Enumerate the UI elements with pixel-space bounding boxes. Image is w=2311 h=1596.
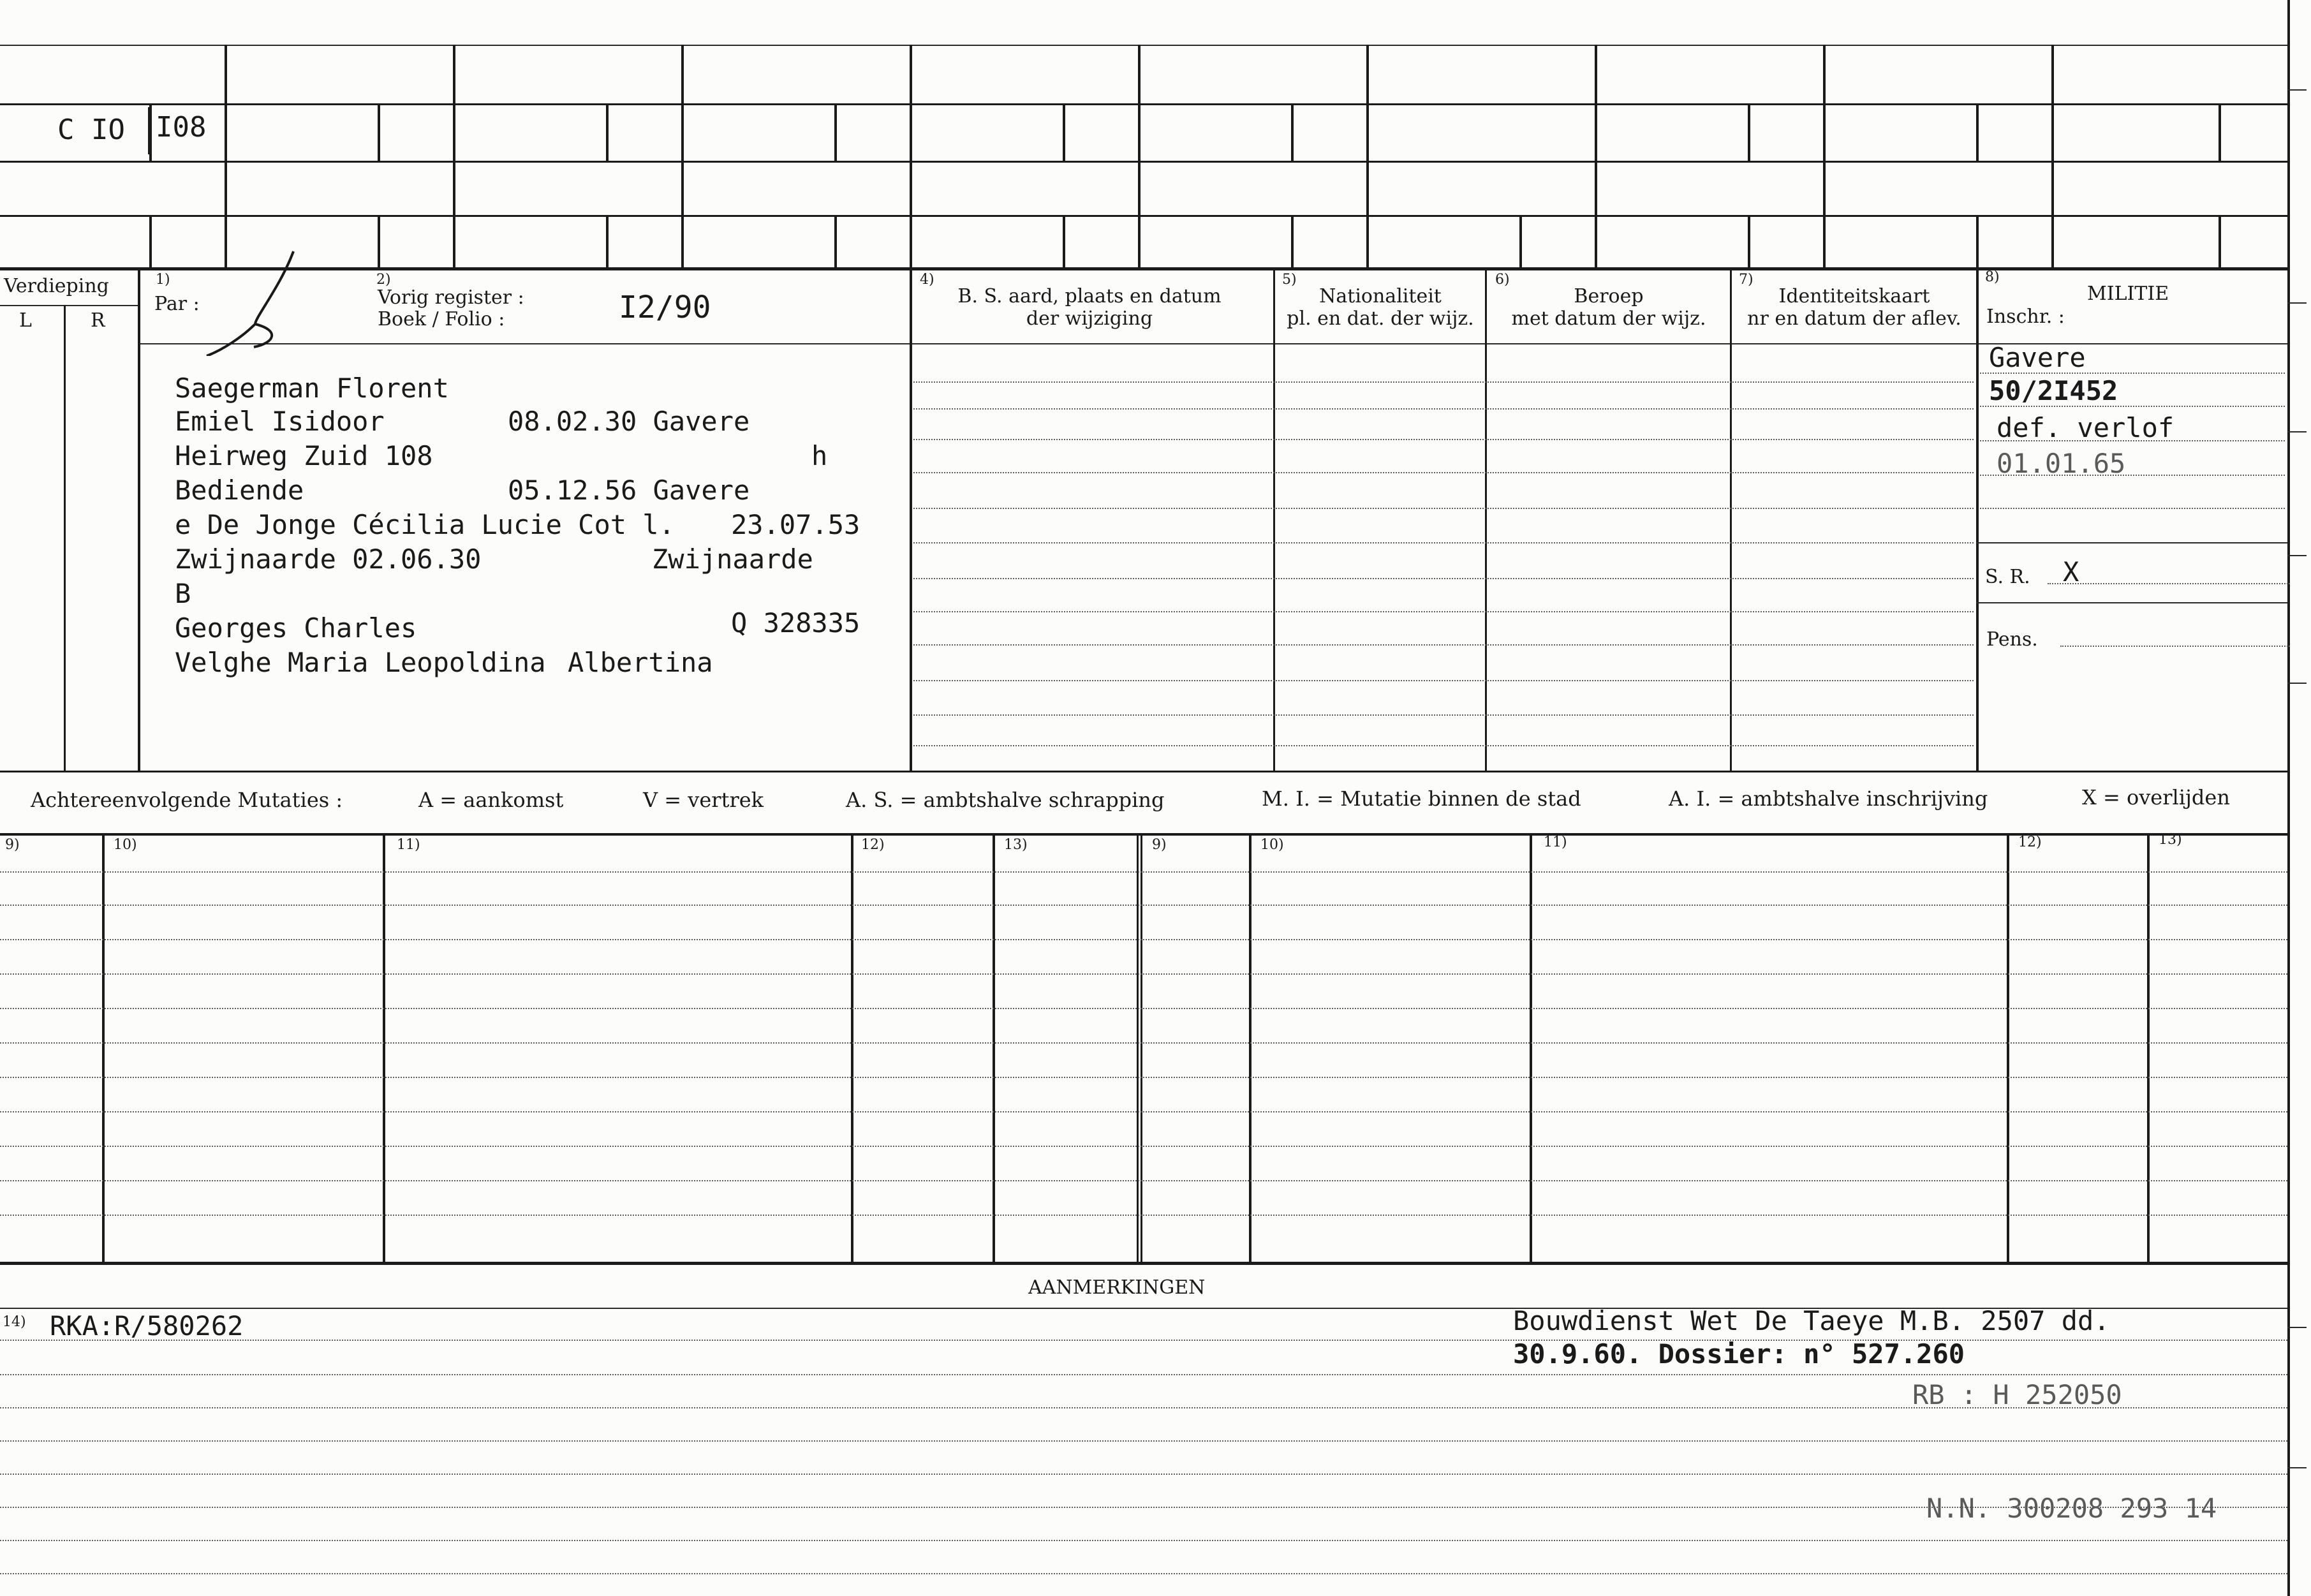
person-mother: Velghe Maria Leopoldina	[175, 647, 546, 678]
person-given-names: Emiel Isidoor	[175, 406, 385, 437]
person-name: Saegerman Florent	[175, 373, 449, 404]
par-label: Par :	[154, 293, 200, 315]
mutation-col-11b: 11)	[1544, 834, 1567, 850]
dotted-line	[913, 542, 1974, 543]
dotted-line	[0, 871, 2287, 873]
person-spouse: e De Jonge Cécilia Lucie Cot l.	[175, 509, 675, 540]
dotted-line	[0, 1111, 2287, 1112]
dotted-line	[0, 1407, 2287, 1408]
grid-line	[2007, 833, 2009, 1262]
code-separator	[148, 107, 150, 154]
mutatie-code-schrapping: A. S. = ambtshalve schrapping	[846, 788, 1165, 812]
grid-line	[1063, 215, 1065, 267]
mutation-col-12: 12)	[861, 837, 885, 853]
grid-line	[606, 103, 609, 161]
mutation-col-12b: 12)	[2018, 834, 2042, 850]
dotted-line	[913, 680, 1974, 681]
grid-line	[0, 215, 2290, 217]
dotted-line	[0, 1042, 2287, 1044]
grid-line	[1138, 45, 1141, 268]
mutation-col-13: 13)	[1004, 837, 1028, 853]
mutation-col-10: 10)	[114, 837, 137, 853]
grid-line	[1976, 542, 2287, 543]
card-code-number: I08	[156, 111, 207, 144]
grid-line	[1976, 269, 1979, 771]
person-nationality: B	[175, 578, 191, 609]
grid-line	[64, 305, 66, 771]
dotted-line	[0, 1507, 2287, 1508]
remark-nn: N.N. 300208 293 14	[1926, 1493, 2217, 1524]
column-7-header	[1735, 286, 1974, 330]
edge-tick	[2287, 1327, 2307, 1328]
grid-line	[0, 305, 140, 306]
dotted-line	[0, 1008, 2287, 1009]
column-6-header-line2: met datum der wijz.	[1511, 307, 1706, 330]
grid-line	[1485, 269, 1487, 771]
mutation-col-11: 11)	[397, 837, 420, 853]
militie-status: def. verlof	[1997, 412, 2174, 443]
grid-line	[1748, 215, 1750, 267]
grid-line	[0, 833, 2290, 836]
column-7-header-line1: Identiteitskaart	[1778, 285, 1930, 307]
grid-line	[910, 45, 912, 268]
grid-line	[681, 45, 684, 268]
verdieping-title: Verdieping	[4, 275, 109, 297]
column-4-header	[917, 286, 1262, 330]
mutatie-code-binnen-stad: M. I. = Mutatie binnen de stad	[1262, 787, 1581, 811]
right-border	[2287, 0, 2290, 1596]
grid-line	[1976, 215, 1979, 267]
grid-line	[102, 833, 105, 1262]
person-birth: 08.02.30 Gavere	[508, 406, 750, 437]
militie-inschr-label: Inschr. :	[1986, 306, 2065, 328]
header-bottom-line	[138, 343, 2287, 344]
grid-line	[0, 103, 2290, 105]
dotted-line	[0, 1474, 2287, 1475]
verdieping-right: R	[91, 309, 105, 332]
remark-bouwdienst-line1: Bouwdienst Wet De Taeye M.B. 2507 dd.	[1513, 1305, 2110, 1336]
mutatie-code-aankomst: A = aankomst	[418, 788, 564, 812]
person-spouse-place: Zwijnaarde	[652, 543, 813, 575]
grid-line	[1976, 103, 1979, 161]
dotted-line	[913, 644, 1974, 646]
person-spouse-birth: Zwijnaarde 02.06.30	[175, 543, 482, 575]
top-border	[0, 45, 2290, 46]
grid-line	[1730, 269, 1732, 771]
dotted-line	[1980, 508, 2285, 509]
grid-line	[1291, 215, 1294, 267]
column-6-header-line1: Beroep	[1574, 285, 1644, 307]
dotted-line	[2048, 583, 2290, 584]
dotted-line	[0, 1146, 2287, 1147]
grid-line	[1530, 833, 1532, 1262]
pens-label: Pens.	[1986, 628, 2038, 651]
grid-line	[606, 215, 609, 267]
grid-line	[149, 215, 152, 267]
remark-rb: RB : H 252050	[1912, 1379, 2122, 1410]
grid-line	[383, 833, 385, 1262]
grid-line	[993, 833, 995, 1262]
dotted-line	[913, 578, 1974, 579]
verdieping-left: L	[19, 309, 32, 332]
mutatie-code-overlijden: X = overlijden	[2082, 785, 2230, 809]
person-occupation: Bediende	[175, 475, 304, 506]
column-5-header	[1278, 286, 1482, 330]
grid-line	[0, 771, 2290, 772]
card-code-letters: C IO	[57, 114, 125, 146]
dotted-line	[913, 381, 1974, 383]
grid-line	[1595, 45, 1597, 268]
grid-line	[378, 103, 380, 161]
boek-folio-label: Boek / Folio :	[378, 308, 505, 330]
mutation-col-9: 9)	[5, 837, 20, 853]
column-5-header-line2: pl. en dat. der wijz.	[1287, 307, 1474, 330]
vorig-register-value: I2/90	[619, 290, 711, 325]
dotted-line	[2060, 646, 2290, 647]
grid-line	[1063, 103, 1065, 161]
edge-tick	[2287, 431, 2307, 432]
dotted-line	[913, 472, 1974, 473]
grid-line	[1976, 602, 2287, 603]
column-5-header-line1: Nationaliteit	[1319, 285, 1442, 307]
grid-line	[453, 45, 455, 268]
mutation-col-13b: 13)	[2159, 832, 2182, 848]
dotted-line	[0, 1440, 2287, 1442]
grid-line	[851, 833, 853, 1262]
grid-line	[2219, 103, 2221, 161]
edge-tick	[2287, 555, 2307, 556]
militie-number: 8)	[1985, 269, 2000, 285]
dotted-line	[913, 714, 1974, 716]
dotted-line	[0, 1374, 2287, 1375]
edge-tick	[2287, 683, 2307, 684]
grid-line	[225, 45, 227, 268]
dotted-line	[913, 408, 1974, 410]
aanmerkingen-title: AANMERKINGEN	[1028, 1276, 1206, 1299]
dotted-line	[913, 611, 1974, 612]
edge-tick	[2287, 1467, 2307, 1468]
grid-line	[378, 215, 380, 267]
person-father: Georges Charles	[175, 612, 417, 644]
edge-tick	[2287, 302, 2307, 304]
mutatie-code-vertrek: V = vertrek	[643, 788, 764, 812]
mutation-col-9b: 9)	[1152, 837, 1167, 853]
grid-line	[138, 269, 140, 771]
dotted-line	[913, 439, 1974, 440]
sr-value: X	[2063, 556, 2079, 587]
remark-rka: RKA:R/580262	[50, 1310, 244, 1341]
grid-line	[834, 103, 837, 161]
dotted-line	[0, 905, 2287, 906]
dotted-line	[913, 745, 1974, 746]
dotted-line	[0, 1180, 2287, 1181]
grid-line	[1748, 103, 1750, 161]
grid-line	[0, 1262, 2290, 1265]
handwritten-mark	[204, 248, 306, 356]
grid-line	[2147, 833, 2150, 1262]
column-6-header	[1490, 286, 1727, 330]
person-occupation-date: 05.12.56 Gavere	[508, 475, 750, 506]
remark-bouwdienst-line2: 30.9.60. Dossier: n° 527.260	[1513, 1338, 1965, 1370]
grid-line	[834, 215, 837, 267]
militie-place: Gavere	[1989, 342, 2086, 373]
column-4-header-line1: B. S. aard, plaats en datum	[957, 285, 1222, 307]
edge-tick	[2287, 89, 2307, 91]
grid-line	[1291, 103, 1294, 161]
grid-line	[0, 267, 2290, 270]
militie-title: MILITIE	[2087, 283, 2169, 305]
column-6-number: 6)	[1495, 272, 1510, 288]
grid-line	[2051, 45, 2054, 268]
dotted-line	[0, 1340, 2287, 1341]
person-id-card: Q 328335	[731, 607, 860, 639]
grid-line	[2219, 215, 2221, 267]
dotted-line	[0, 1540, 2287, 1541]
sr-label: S. R.	[1985, 566, 2030, 588]
grid-line	[1823, 45, 1826, 268]
person-marriage-date: 23.07.53	[731, 509, 860, 540]
dotted-line	[0, 1573, 2287, 1574]
grid-line	[1519, 215, 1522, 267]
person-address: Heirweg Zuid 108	[175, 440, 433, 471]
column-5-number: 5)	[1282, 272, 1297, 288]
vorig-register-label: Vorig register :	[378, 286, 524, 309]
grid-line	[910, 269, 912, 771]
grid-line	[1137, 833, 1142, 1262]
column-7-number: 7)	[1739, 272, 1754, 288]
column-4-header-line2: der wijziging	[1026, 307, 1153, 330]
column-7-header-line2: nr en datum der aflev.	[1747, 307, 1961, 330]
column-4-number: 4)	[920, 272, 934, 288]
vorig-register-number: 2)	[376, 272, 391, 288]
militie-date: 01.01.65	[1997, 448, 2126, 479]
dotted-line	[0, 939, 2287, 940]
grid-line	[0, 161, 2290, 163]
militie-number-value: 50/2I452	[1989, 375, 2118, 406]
person-address-mark: h	[811, 440, 828, 471]
dotted-line	[913, 508, 1974, 509]
par-number: 1)	[156, 272, 170, 288]
grid-line	[1249, 833, 1251, 1262]
dotted-line	[0, 973, 2287, 975]
dotted-line	[0, 1077, 2287, 1078]
mutaties-label: Achtereenvolgende Mutaties :	[31, 788, 343, 812]
dotted-line	[0, 1215, 2287, 1216]
person-mother-extra: Albertina	[568, 647, 713, 678]
grid-line	[1273, 269, 1275, 771]
mutatie-code-inschrijving: A. I. = ambtshalve inschrijving	[1669, 787, 1988, 811]
aanmerkingen-number: 14)	[3, 1314, 26, 1330]
mutation-col-10b: 10)	[1260, 837, 1284, 853]
grid-line	[1366, 45, 1369, 268]
